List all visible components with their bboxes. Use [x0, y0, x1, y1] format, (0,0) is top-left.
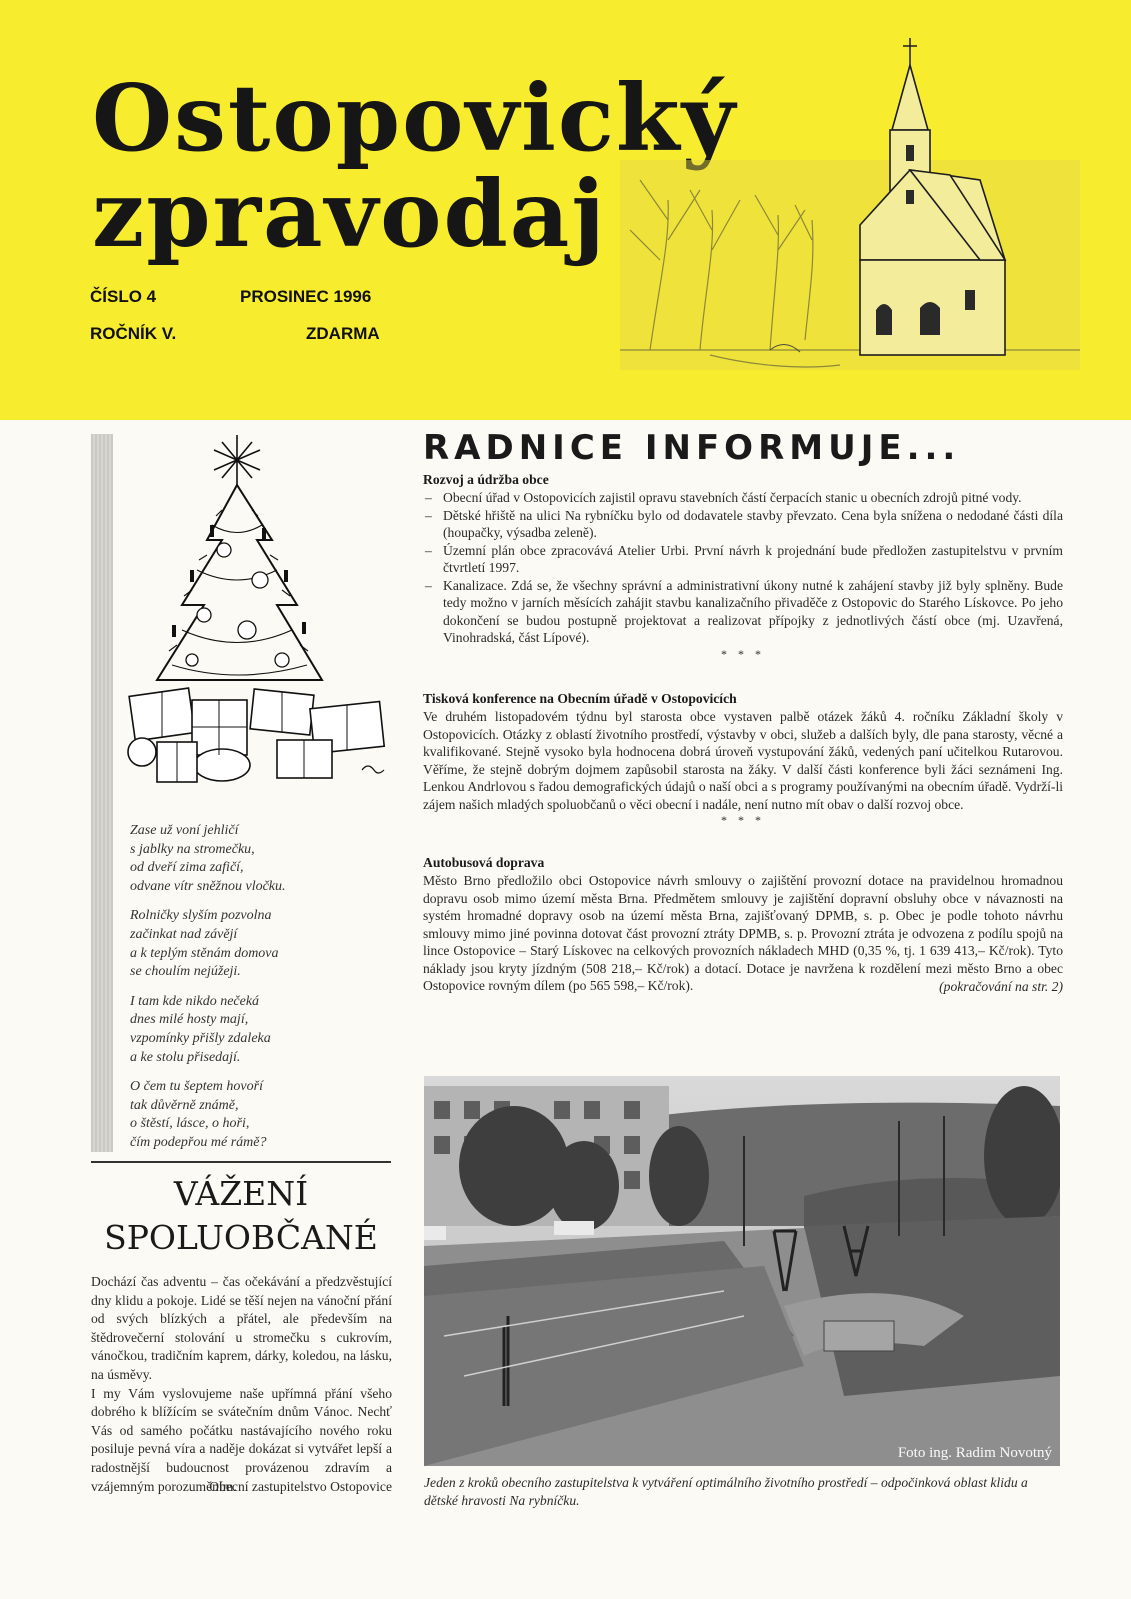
poem-line: o štěstí, lásce, o hoři, [130, 1116, 250, 1132]
section-heading: RADNICE INFORMUJE... [423, 428, 961, 468]
poem-stanza [130, 907, 370, 981]
poem-line: Zase už voní jehličí [130, 823, 239, 838]
poem-line: odvane vítr sněžnou vločku. [130, 878, 286, 894]
poem-line: čím podepřou mé rámě? [130, 1134, 267, 1150]
list-item: – Dětské hřiště na ulici Na rybníčku bylo od dodavatele stavby převzato. Cena byla snížena o nedodané části díla (houpačky, výsadba zeleně). [423, 507, 1063, 542]
article-rozvoj [423, 471, 1063, 661]
greeting-heading-line1: VÁŽENÍ [173, 1174, 309, 1213]
photo-caption: Jeden z kroků obecního zastupitelstva k vytváření optimálního životního prostředí – odpočinková oblast klidu a dětské hravosti Na rybníčku. [424, 1475, 1028, 1508]
list-item: – Územní plán obce zpracovává Atelier Urbi. První návrh k projednání bude předložen zastupitelstvu v prvním čtvrtletí 1997. [423, 542, 1063, 577]
list-item: – Obecní úřad v Ostopovicích zajistil opravu stavebních částí čerpacích stanic u obecních zdrojů pitné vody. [423, 489, 1063, 507]
greeting-text [91, 1273, 392, 1496]
photo-credit: Foto ing. Radim Novotný [897, 1445, 1052, 1461]
poem-line: I tam kde nikdo nečeká [130, 993, 260, 1009]
section-separator: * * * [721, 813, 765, 827]
newspaper-title-line2: zpravodaj [92, 160, 607, 268]
article-title: Rozvoj a údržba obce [423, 472, 549, 487]
masthead [0, 0, 1131, 420]
poem-stanza [130, 822, 370, 896]
volume-number: ROČNÍK V. [90, 324, 177, 343]
greeting-paragraph: Dochází čas adventu – čas očekávání a předzvěstující dny klidu a pokoje. Lidé se těší nejen na vánoční přání od svých blízkých a přátel, ale především na štědrovečerní stolování u stromečku s cukrovím, vánočkou, tradičním kaprem, dárky, koledou, na lásku, na úsměvy. [91, 1274, 392, 1382]
greeting-signature: Obecní zastupitelstvo Ostopovice [209, 1479, 392, 1494]
poem-line: se choulím nejúžeji. [130, 964, 241, 980]
greeting-heading [91, 1172, 391, 1260]
poem-line: dnes milé hosty mají, [130, 1012, 249, 1028]
poem-line: a ke stolu přisedají. [130, 1049, 241, 1065]
article-list [423, 489, 1063, 647]
greeting-paragraph: I my Vám vyslovujeme naše upřímná přání všeho dobrého k blížícím se svátečním dnům Vánoc. Nechť Vás od samého počátku nastávajícího nového roku posiluje pevná víra a naděje dokázat si vytvářet lepší a radostnější budoucnost provázenou zdravím a vzájemným porozuměním. [91, 1385, 392, 1494]
issue-date: PROSINEC 1996 [240, 287, 372, 306]
christmas-poem [130, 822, 370, 1164]
playground-photo [424, 1076, 1060, 1466]
list-item: – Kanalizace. Zdá se, že všechny správní a administrativní úkony nutné k zahájení stavby již byly splněny. Bude tedy možno v jarních měsících zahájit stavbu kanalizačního přivaděče z Ostopovic do Starého Lískovce. Po jeho dokončení se budou postupně projektovat a realizovat přípojky z jednotlivých částí obce (mj. Uzavřená, Vinohradská, část Lípové). [423, 577, 1063, 647]
poem-line: vzpomínky přišly zdaleka [130, 1030, 271, 1046]
poem-line: tak důvěrně známě, [130, 1097, 239, 1113]
issue-number: ČÍSLO 4 [90, 287, 157, 306]
poem-stanza [130, 1078, 370, 1152]
poem-line: O čem tu šeptem hovoří [130, 1079, 263, 1095]
continued-note: (pokračování na str. 2) [939, 978, 1063, 994]
section-separator: * * * [721, 646, 765, 661]
greeting-heading-line2: SPOLUOBČANÉ [104, 1218, 378, 1257]
article-title: Tisková konference na Obecním úřadě v Ostopovicích [423, 691, 737, 706]
poem-line: Rolničky slyším pozvolna [130, 908, 272, 924]
poem-line: s jablky na stromečku, [130, 841, 255, 857]
newspaper-title-line1: Ostopovický [92, 64, 738, 172]
poem-line: a k teplým stěnám domova [130, 945, 279, 961]
article-autobus [423, 854, 1063, 995]
poem-stanza [130, 993, 370, 1067]
decorative-side-band [91, 434, 113, 1152]
christmas-tree-illustration [112, 430, 402, 800]
price-label: ZDARMA [306, 324, 380, 343]
article-body: Město Brno předložilo obci Ostopovice návrh smlouvy o zajištění provozní dotace na pravidelnou hromadnou dopravu osob mimo území města Brna. Předmětem smlouvy je zajištění dopravní obsluhy obce v návaznosti na systém hromadné dopravy osob na území města Brna, zajišťovaný DPMB, s. p. Obec je podle tohoto návrhu smlouvy mimo jiné povinna dotovat část provozní ztráty DPMB, s. p. Provozní ztráta je odvozena z podílu spojů na lince Ostopovice – Starý Lískovec na celkových provozních nákladech MHD (0,35 %, tj. 1 639 413,– Kč/rok). Tyto náklady jsou kryty jízdným (508 218,– Kč/rok) a dotací. Dotace je navržena k rozdělení mezi město Brno a obec Ostopovice rovným dílem (po 565 598,– Kč/rok). [423, 873, 1063, 993]
article-body: Ve druhém listopadovém týdnu byl starosta obce vystaven palbě otázek žáků 4. ročníku Základní školy v Ostopovicích. Otázky z oblastí životního prostředí, výstavby v obci, služeb a dalších byly, dle pana starosty, věcné a kvalifikované. Stejně vysoko byla hodnocena dobrá úroveň vystupování žáků, vedených paní učitelkou Rutarovou. Věříme, že stejně dobrým dojmem zapůsobil starosta na žáky. V další části konference byli žáci seznámeni Ing. Lenkou Andrlovou s řadou demografických údajů o naší obci a s programy používanými na obecním úřadě. Vydrží-li zájem našich mladých spoluobčanů o věci obecní i nadále, není nutno mít obav o další rozvoj obce. [423, 709, 1063, 812]
column-divider [91, 1161, 391, 1163]
article-title: Autobusová doprava [423, 855, 545, 870]
playground-photo-image [424, 1076, 1060, 1466]
article-konference [423, 690, 1063, 827]
church-illustration [620, 20, 1080, 390]
poem-line: začinkat nad závějí [130, 926, 238, 942]
poem-line: od dveří zima zafičí, [130, 860, 244, 876]
